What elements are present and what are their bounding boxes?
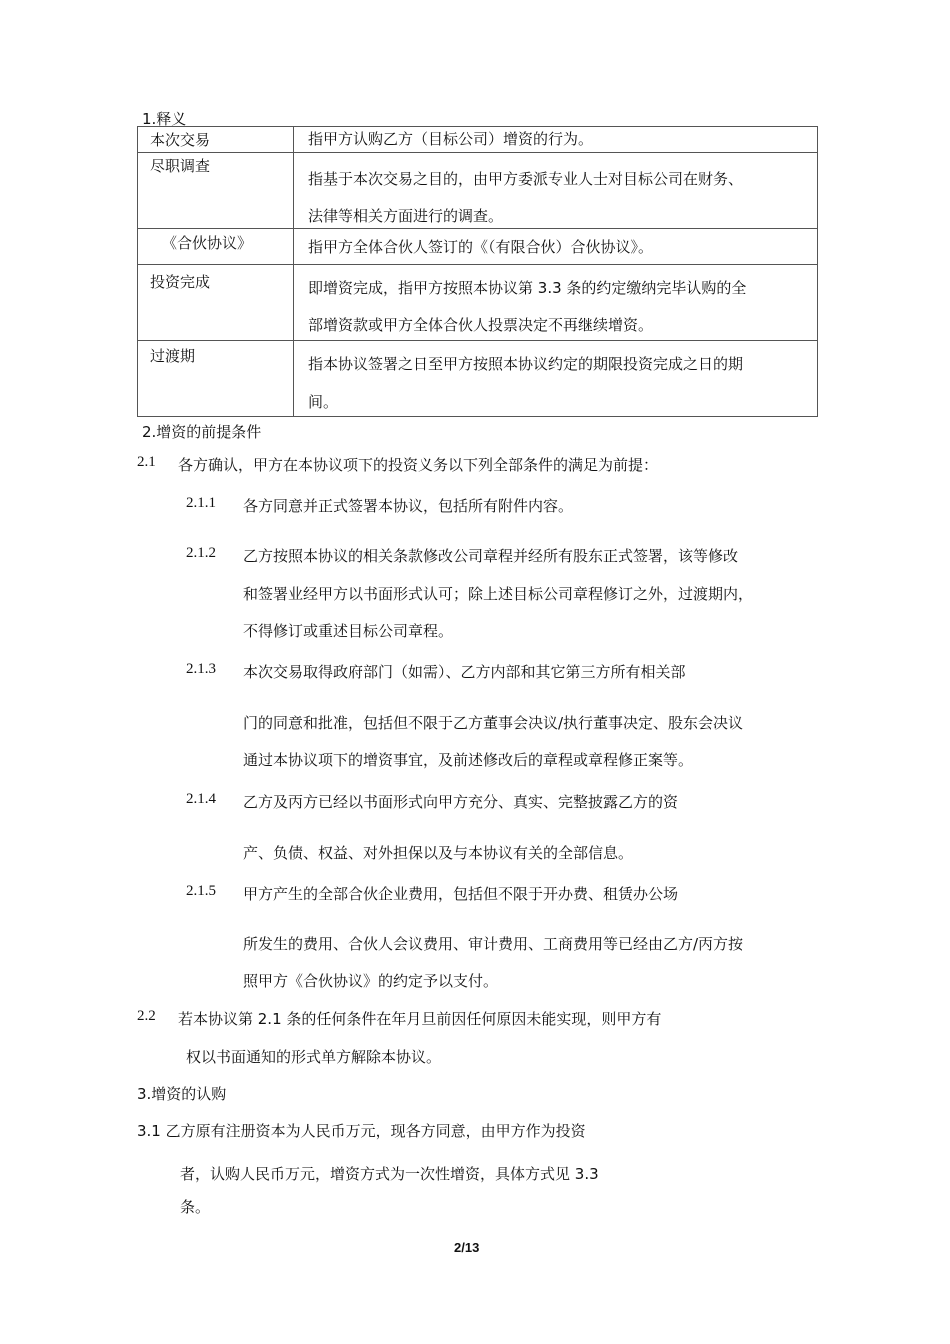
definition-desc: 指基于本次交易之目的，由甲方委派专业人士对目标公司在财务、 法律等相关方面进行的调查。 xyxy=(294,153,818,229)
clause-text: 条。 xyxy=(180,1198,211,1216)
page-number: 2/13 xyxy=(454,1240,480,1255)
definition-term: 《合伙协议》 xyxy=(138,229,294,265)
table-row xyxy=(138,127,818,153)
clause-text: 产、负债、权益、对外担保以及与本协议有关的全部信息。 xyxy=(243,844,634,862)
definition-term: 投资完成 xyxy=(138,265,294,341)
clause-text: 者，认购人民币万元，增资方式为一次性增资，具体方式见 3.3 xyxy=(180,1165,599,1183)
clause-number: 2.1.1 xyxy=(186,495,216,511)
definition-term: 尽职调查 xyxy=(138,153,294,229)
clause-text: 通过本协议项下的增资事宜，及前述修改后的章程或章程修正案等。 xyxy=(243,751,694,769)
clause-number: 2.1.4 xyxy=(186,791,216,807)
clause-text: 本次交易取得政府部门（如需）、乙方内部和其它第三方所有相关部 xyxy=(243,663,686,681)
table-row xyxy=(138,229,818,265)
section-heading: 2.增资的前提条件 xyxy=(142,423,262,441)
clause-number: 2.1.2 xyxy=(186,545,216,561)
section-heading: 3.增资的认购 xyxy=(137,1085,227,1103)
table-row xyxy=(138,153,818,229)
clause-text: 乙方及丙方已经以书面形式向甲方充分、真实、完整披露乙方的资 xyxy=(243,793,679,811)
definition-term: 本次交易 xyxy=(138,127,294,153)
definition-desc: 即增资完成，指甲方按照本协议第 3.3 条的约定缴纳完毕认购的全 部增资款或甲方全体合伙人投票决定不再继续增资。 xyxy=(294,265,818,341)
clause-text: 乙方按照本协议的相关条款修改公司章程并经所有股东正式签署，该等修改 xyxy=(243,547,739,565)
clause-text: 若本协议第 2.1 条的任何条件在年月旦前因任何原因未能实现，则甲方有 xyxy=(178,1010,662,1028)
clause-text: 和签署业经甲方以书面形式认可；除上述目标公司章程修订之外，过渡期内， xyxy=(243,585,754,603)
clause-text: 不得修订或重述目标公司章程。 xyxy=(243,622,454,640)
clause-text: 各方确认，甲方在本协议项下的投资义务以下列全部条件的满足为前提： xyxy=(178,456,659,474)
definition-desc: 指甲方全体合伙人签订的《（有限合伙）合伙协议》。 xyxy=(294,229,818,265)
clause-text: 门的同意和批准，包括但不限于乙方董事会决议/执行董事决定、股东会决议 xyxy=(243,714,744,732)
definitions-table xyxy=(137,126,818,417)
definition-term: 过渡期 xyxy=(138,341,294,417)
table-row xyxy=(138,341,818,417)
clause-number: 2.1 xyxy=(137,454,156,470)
clause-number: 2.1.5 xyxy=(186,883,216,899)
clause-text: 所发生的费用、合伙人会议费用、审计费用、工商费用等已经由乙方/丙方按 xyxy=(243,935,744,953)
clause-text: 3.1 乙方原有注册资本为人民币万元，现各方同意，由甲方作为投资 xyxy=(137,1122,586,1140)
clause-text: 甲方产生的全部合伙企业费用，包括但不限于开办费、租赁办公场 xyxy=(243,885,679,903)
clause-text: 权以书面通知的形式单方解除本协议。 xyxy=(186,1048,442,1066)
definition-desc: 指甲方认购乙方（目标公司）增资的行为。 xyxy=(294,127,818,153)
clause-text: 照甲方《合伙协议》的约定予以支付。 xyxy=(243,972,499,990)
clause-text: 各方同意并正式签署本协议，包括所有附件内容。 xyxy=(243,497,574,515)
clause-number: 2.2 xyxy=(137,1008,156,1024)
clause-number: 2.1.3 xyxy=(186,661,216,677)
definition-desc: 指本协议签署之日至甲方按照本协议约定的期限投资完成之日的期 间。 xyxy=(294,341,818,417)
section-heading: 1.释义 xyxy=(142,110,187,128)
table-row xyxy=(138,265,818,341)
